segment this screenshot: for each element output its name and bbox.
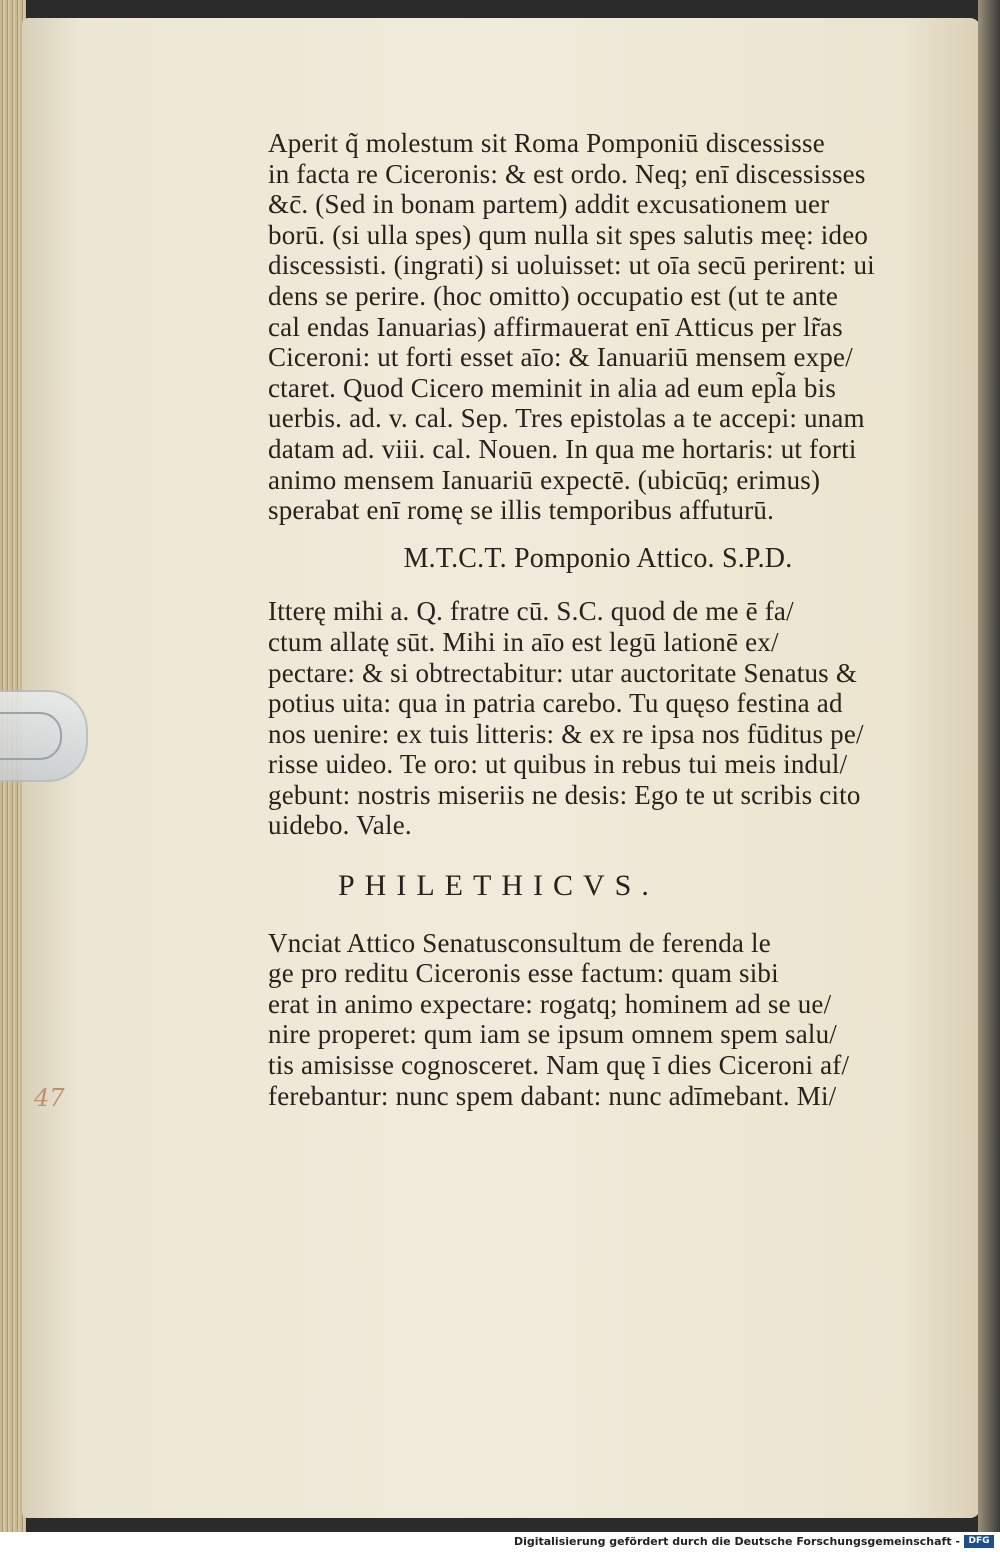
text-line: ferebantur: nunc spem dabant: nunc adīmebant. Mi/	[268, 1080, 837, 1111]
dfg-logo-icon: DFG	[964, 1535, 994, 1548]
text-line: uerbis. ad. v. cal. Sep. Tres epistolas a te accepi: unam	[268, 403, 865, 434]
text-line: pectare: & si obtrectabitur: utar auctoritate Senatus &	[268, 657, 858, 688]
text-line: tis amisisse cognosceret. Nam quę ī dies Ciceroni af/	[268, 1050, 850, 1081]
text-line: Ciceroni: ut forti esset aīo: & Ianuariū mensem expe/	[268, 342, 853, 373]
text-line: discessisti. (ingrati) si uoluisset: ut oīa secū perirent: ui	[268, 250, 875, 281]
page-text	[268, 128, 908, 1111]
marginal-note: 47	[34, 1084, 65, 1112]
letter-paragraph	[268, 596, 908, 841]
text-line: sperabat enī romę se illis temporibus affuturū.	[268, 495, 775, 526]
text-line: datam ad. viii. cal. Nouen. In qua me hortaris: ut forti	[268, 433, 857, 464]
commentary-paragraph-2	[268, 928, 908, 1112]
text-line: gebunt: nostris miseriis ne desis: Ego te ut scribis cito	[268, 779, 861, 810]
text-line: nire properet: qum iam se ipsum omnem spem salu/	[268, 1019, 837, 1050]
text-line: Vnciat Attico Senatusconsultum de ferenda le	[268, 927, 771, 958]
text-line: uidebo. Vale.	[268, 810, 412, 841]
section-title: PHILETHICVS.	[338, 869, 659, 903]
text-line: borū. (si ulla spes) qum nulla sit spes salutis meę: ideo	[268, 219, 869, 250]
funding-credit: Digitalisierung gefördert durch die Deutsche Forschungsgemeinschaft -	[513, 1535, 960, 1548]
text-line: animo mensem Ianuariū expectē. (ubicūq; erimus)	[268, 464, 821, 495]
text-line: nos uenire: ex tuis litteris: & ex re ipsa nos fūditus pe/	[268, 718, 864, 749]
letter-heading: M.T.C.T. Pomponio Attico. S.P.D.	[403, 542, 793, 574]
text-line: &c̄. (Sed in bonam partem) addit excusationem uer	[268, 189, 830, 220]
text-line: erat in animo expectare: rogatq; hominem ad se ue/	[268, 988, 832, 1019]
text-line: cal endas Ianuarias) affirmauerat enī Atticus per lr̃as	[268, 311, 843, 342]
text-line: Aperit q̃ molestum sit Roma Pomponiū discessisse	[268, 128, 825, 158]
page-clip-wire	[0, 712, 62, 760]
text-line: potius uita: qua in patria carebo. Tu quęso festina ad	[268, 688, 843, 719]
text-line: ctaret. Quod Cicero meminit in alia ad eum epl̃a bis	[268, 372, 837, 403]
text-line: in facta re Ciceronis: & est ordo. Neq; enī discessisses	[268, 158, 866, 189]
footer-bar	[0, 1532, 1000, 1552]
text-line: Itterę mihi a. Q. fratre cū. S.C. quod de me ē fa/	[268, 596, 794, 627]
text-line: dens se perire. (hoc omitto) occupatio est (ut te ante	[268, 280, 839, 311]
text-line: risse uideo. Te oro: ut quibus in rebus tui meis indul/	[268, 749, 848, 780]
text-line: ctum allatę sūt. Mihi in aīo est legū lationē ex/	[268, 626, 779, 657]
text-line: ge pro reditu Ciceronis esse factum: quam sibi	[268, 958, 779, 989]
book-right-edge	[978, 0, 1000, 1532]
commentary-paragraph	[268, 128, 908, 526]
